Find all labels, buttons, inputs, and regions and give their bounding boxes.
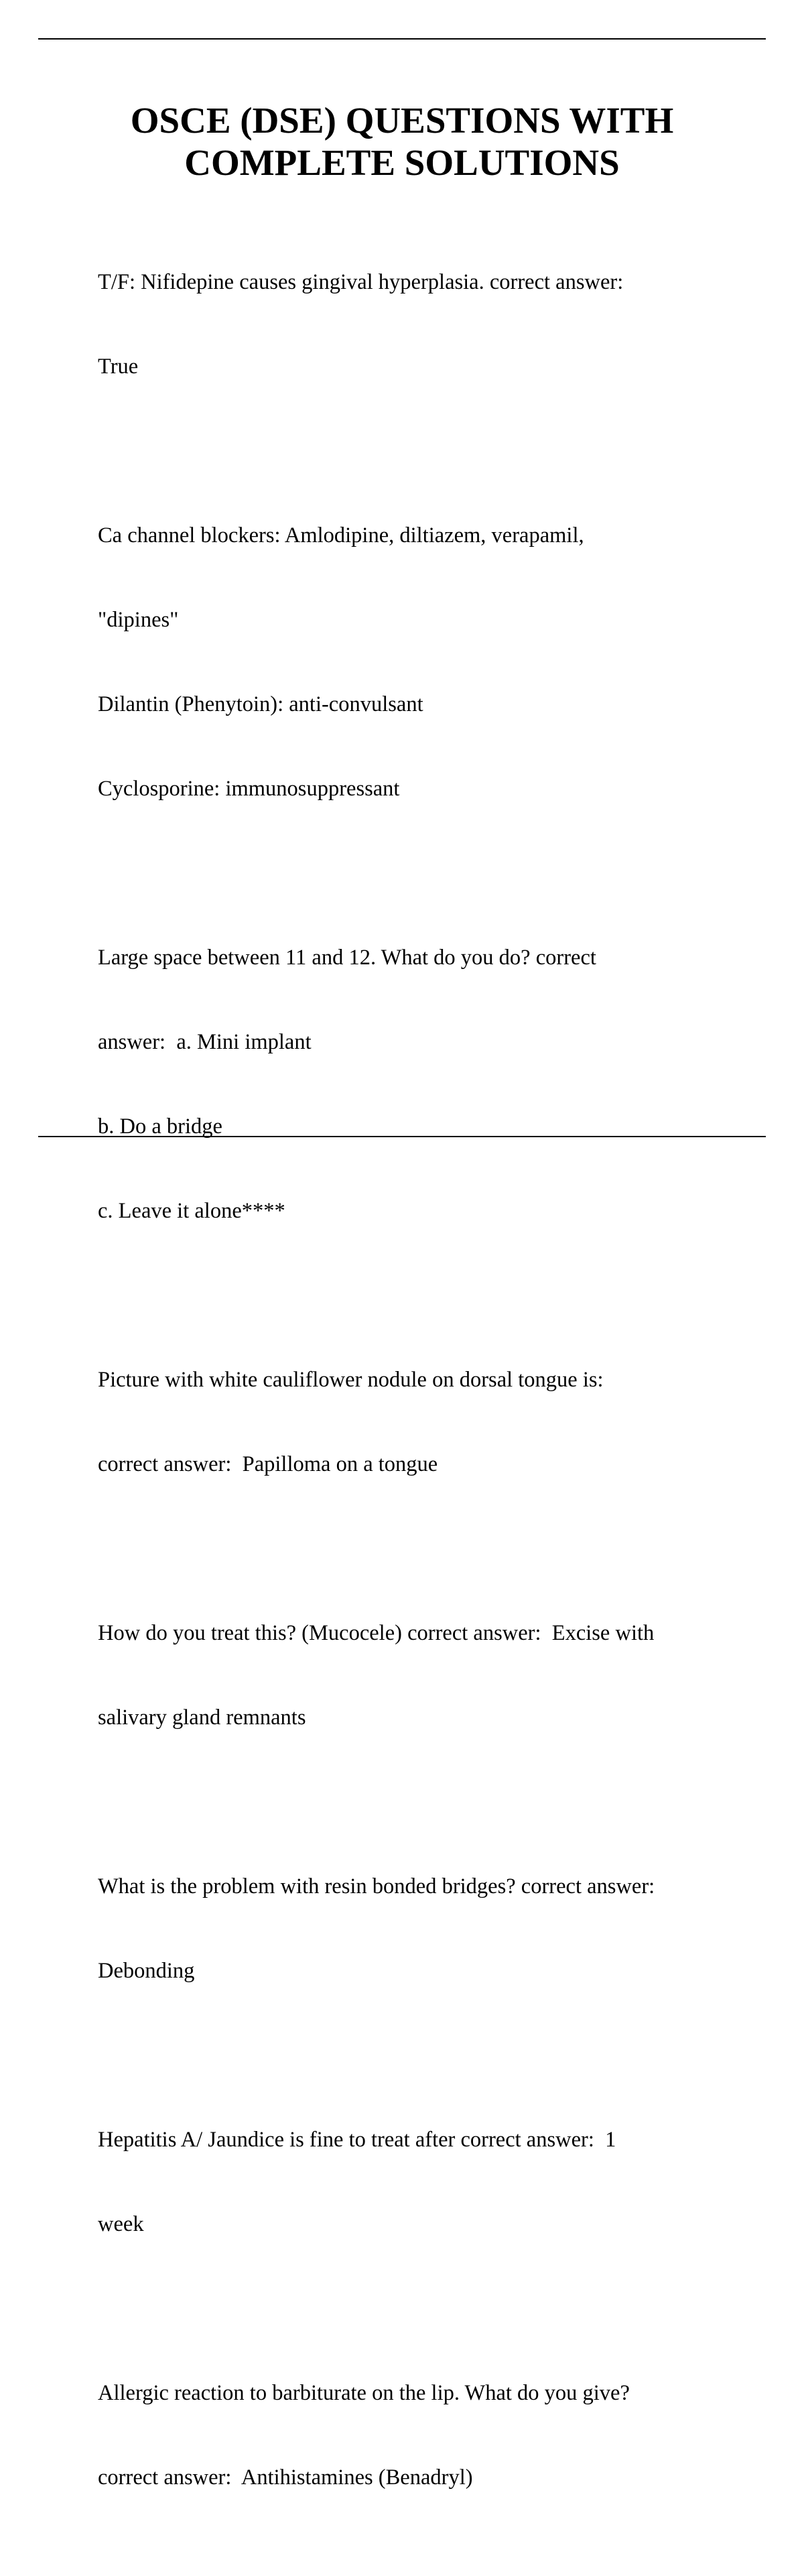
qa-line: b. Do a bridge bbox=[98, 1114, 222, 1139]
qa-line: c. Leave it alone**** bbox=[98, 1199, 285, 1223]
qa-line: correct answer: Antihistamines (Benadryl) bbox=[98, 2465, 473, 2490]
title-line-2: COMPLETE SOLUTIONS bbox=[184, 142, 620, 183]
qa-item bbox=[98, 1563, 741, 1788]
qa-line: correct answer: Papilloma on a tongue bbox=[98, 1452, 438, 1476]
header-rule bbox=[38, 38, 766, 40]
qa-line: salivary gland remnants bbox=[98, 1705, 306, 1730]
qa-line: "dipines" bbox=[98, 608, 179, 632]
qa-item bbox=[98, 2069, 741, 2295]
qa-line: Debonding bbox=[98, 1959, 195, 1983]
footer-rule bbox=[38, 1136, 766, 1137]
qa-line: Dilantin (Phenytoin): anti-convulsant bbox=[98, 692, 423, 716]
qa-item bbox=[98, 1816, 741, 2041]
qa-item bbox=[98, 887, 741, 1281]
title-line-1: OSCE (DSE) QUESTIONS WITH bbox=[130, 100, 674, 141]
qa-line: answer: a. Mini implant bbox=[98, 1030, 312, 1054]
qa-item bbox=[98, 212, 741, 437]
qa-list bbox=[98, 212, 741, 2576]
qa-line: How do you treat this? (Mucocele) correct answer: Excise with bbox=[98, 1621, 655, 1645]
qa-line: Large space between 11 and 12. What do you do? correct bbox=[98, 946, 596, 970]
qa-line: True bbox=[98, 355, 139, 379]
page-title bbox=[67, 99, 737, 184]
qa-line: Picture with white cauliflower nodule on dorsal tongue is: bbox=[98, 1368, 604, 1392]
qa-line: Cyclosporine: immunosuppressant bbox=[98, 777, 400, 801]
qa-line: T/F: Nifidepine causes gingival hyperplasia. correct answer: bbox=[98, 270, 624, 294]
qa-item bbox=[98, 2323, 741, 2548]
qa-item bbox=[98, 465, 741, 859]
qa-item bbox=[98, 1309, 741, 1535]
qa-line: Allergic reaction to barbiturate on the lip. What do you give? bbox=[98, 2381, 630, 2405]
qa-line: week bbox=[98, 2212, 144, 2236]
qa-line: What is the problem with resin bonded bridges? correct answer: bbox=[98, 1874, 655, 1898]
qa-line: Ca channel blockers: Amlodipine, diltiazem, verapamil, bbox=[98, 523, 584, 548]
qa-line: Hepatitis A/ Jaundice is fine to treat after correct answer: 1 bbox=[98, 2128, 616, 2152]
